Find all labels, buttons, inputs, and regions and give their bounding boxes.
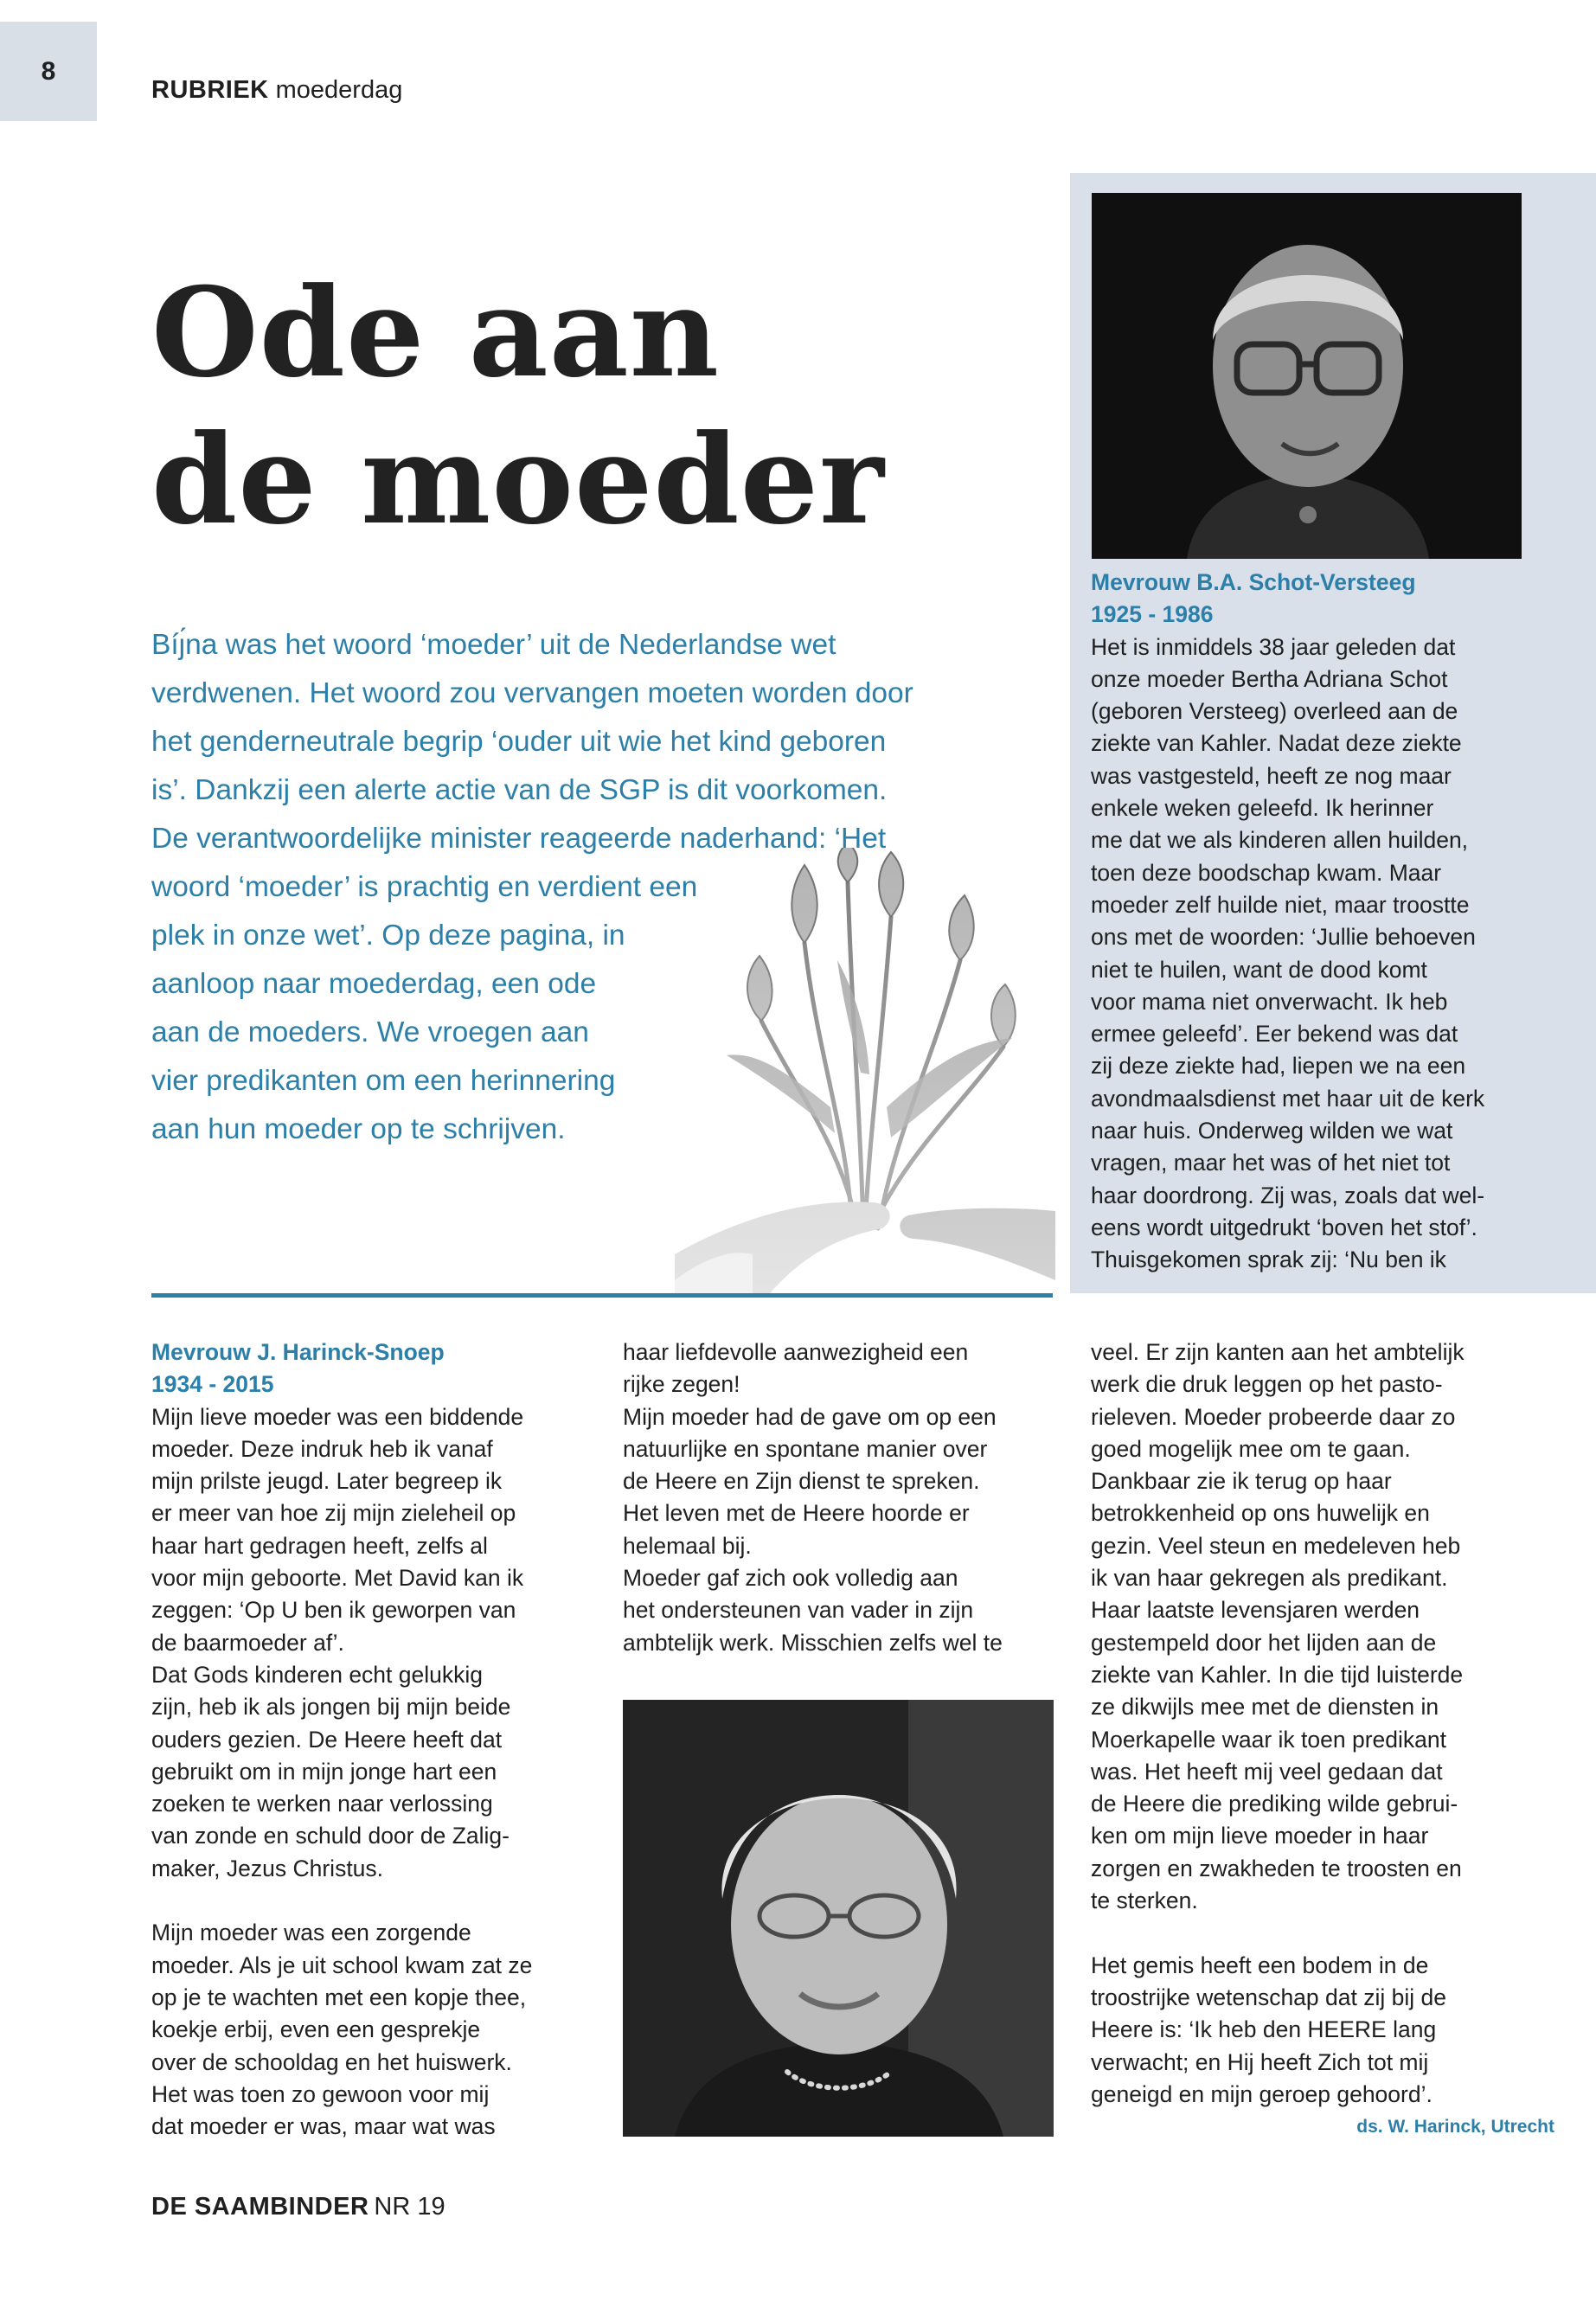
person-years: 1934 - 2015 — [151, 1371, 274, 1398]
text-line: rijke zegen! — [623, 1371, 740, 1398]
text-line: de Heere en Zijn dienst te spreken. — [623, 1468, 980, 1495]
text-line: gebruikt om in mijn jonge hart een — [151, 1758, 497, 1785]
title-line-1: Ode aan — [151, 261, 721, 405]
text-line: toen deze boodschap kwam. Maar — [1091, 859, 1442, 886]
text-line: Mijn moeder was een zorgende — [151, 1920, 471, 1946]
text-line: troostrijke wetenschap dat zij bij de — [1091, 1984, 1446, 2010]
text-line: naar huis. Onderweg wilden we wat — [1091, 1118, 1453, 1144]
text-line: ons met de woorden: ‘Jullie behoeven — [1091, 924, 1476, 951]
text-line: avondmaalsdienst met haar uit de kerk — [1091, 1085, 1485, 1112]
portrait-photo-harinck-snoep — [623, 1700, 1054, 2137]
text-line: moeder. Deze indruk heb ik vanaf — [151, 1435, 493, 1462]
text-line: zij deze ziekte had, liepen we na een — [1091, 1053, 1466, 1080]
text-line: over de schooldag en het huiswerk. — [151, 2048, 512, 2075]
text-line: te sterken. — [1091, 1888, 1198, 1914]
text-line: Moerkapelle waar ik toen predikant — [1091, 1726, 1446, 1753]
rubric-header — [151, 76, 402, 105]
portrait-photo-schot-versteeg — [1092, 193, 1522, 559]
article-column-1 — [151, 1336, 606, 2143]
text-line: Mijn moeder had de gave om op een — [623, 1403, 997, 1430]
text-line: moeder. Als je uit school kwam zat ze — [151, 1952, 533, 1978]
article-column-3 — [1091, 1336, 1558, 2143]
text-line: ziekte van Kahler. Nadat deze ziekte — [1091, 730, 1462, 757]
text-line: op je te wachten met een kopje thee, — [151, 1984, 527, 2010]
text-line: ziekte van Kahler. In die tijd luisterde — [1091, 1661, 1464, 1688]
text-line: ik van haar gekregen als predikant. — [1091, 1565, 1448, 1592]
text-line: maker, Jezus Christus. — [151, 1855, 384, 1881]
issue-number: NR 19 — [374, 2193, 445, 2221]
text-line: zeggen: ‘Op U ben ik geworpen van — [151, 1597, 516, 1624]
text-line: moeder zelf huilde niet, maar troostte — [1091, 891, 1470, 918]
intro-line: Bíȷ́na was het woord ‘moeder’ uit de Nederlandse wet — [151, 629, 836, 661]
intro-line: aan de moeders. We vroegen aan — [151, 1016, 589, 1048]
text-line: haar doordrong. Zij was, zoals dat wel- — [1091, 1182, 1485, 1208]
text-line: zijn, heb ik als jongen bij mijn beide — [151, 1694, 511, 1721]
text-line: Haar laatste levensjaren werden — [1091, 1597, 1420, 1624]
text-line: Mijn lieve moeder was een biddende — [151, 1403, 524, 1430]
text-line: Het was toen zo gewoon voor mij — [151, 2080, 490, 2107]
text-line: Het is inmiddels 38 jaar geleden dat — [1091, 633, 1456, 660]
text-line: me dat we als kinderen allen huilden, — [1091, 827, 1469, 854]
text-line: was vastgesteld, heeft ze nog maar — [1091, 762, 1452, 789]
section-divider — [151, 1293, 1053, 1298]
text-line: ze dikwijls mee met de diensten in — [1091, 1694, 1439, 1721]
text-line: mijn prilste jeugd. Later begreep ik — [151, 1468, 503, 1495]
text-line: was. Het heeft mij veel gedaan dat — [1091, 1758, 1443, 1785]
text-line: zoeken te werken naar verlossing — [151, 1791, 493, 1817]
text-line: werk die druk leggen op het pasto- — [1091, 1371, 1443, 1398]
text-line: gezin. Veel steun en medeleven heb — [1091, 1532, 1461, 1559]
text-line: ouders gezien. De Heere heeft dat — [151, 1726, 503, 1753]
text-line: de baarmoeder af’. — [151, 1629, 344, 1656]
text-line: ambtelijk werk. Misschien zelfs wel te — [623, 1629, 1003, 1656]
magazine-name: DE SAAMBINDER — [151, 2193, 369, 2221]
text-line: Moeder gaf zich ook volledig aan — [623, 1565, 958, 1592]
text-line: de Heere die prediking wilde gebrui- — [1091, 1791, 1458, 1817]
rubric-label: RUBRIEK — [151, 76, 269, 104]
text-line: van zonde en schuld door de Zalig- — [151, 1823, 510, 1849]
intro-line: vier predikanten om een herinnering — [151, 1065, 616, 1097]
text-line: (geboren Versteeg) overleed aan de — [1091, 698, 1458, 725]
text-line: niet te huilen, want de dood komt — [1091, 956, 1427, 983]
title-line-2: de moeder — [151, 408, 885, 553]
text-line: het ondersteunen van vader in zijn — [623, 1597, 974, 1624]
text-line: er meer van hoe zij mijn zieleheil op — [151, 1500, 516, 1527]
text-line: haar liefdevolle aanwezigheid een — [623, 1339, 969, 1365]
article-column-2 — [623, 1336, 1077, 1659]
text-line: voor mama niet onverwacht. Ik heb — [1091, 988, 1448, 1015]
intro-line: verdwenen. Het woord zou vervangen moeten worden door — [151, 677, 913, 709]
rubric-topic: moederdag — [275, 76, 403, 104]
article-title — [151, 260, 930, 554]
text-line: zorgen en zwakheden te troosten en — [1091, 1855, 1462, 1881]
text-line: eens wordt uitgedrukt ‘boven het stof’. — [1091, 1214, 1477, 1240]
text-line: koekje erbij, even een gesprekje — [151, 2016, 481, 2043]
author-signature: ds. W. Harinck, Utrecht — [1356, 2117, 1554, 2138]
page-number: 8 — [0, 22, 97, 121]
intro-line: het genderneutrale begrip ‘ouder uit wie het kind geboren — [151, 726, 887, 758]
text-line: Heere is: ‘Ik heb den HEERE lang — [1091, 2016, 1437, 2043]
text-line: verwacht; en Hij heeft Zich tot mij — [1091, 2048, 1429, 2075]
text-line: enkele weken geleefd. Ik herinner — [1091, 795, 1434, 822]
intro-line: plek in onze wet’. Op deze pagina, in — [151, 920, 625, 952]
text-line: vragen, maar het was of het niet tot — [1091, 1150, 1451, 1176]
text-line: geneigd en mijn geroep gehoord’. — [1091, 2080, 1433, 2107]
paragraph-gap — [151, 1885, 606, 1917]
text-line: Dankbaar zie ik terug op haar — [1091, 1468, 1392, 1495]
sidebar-text — [1091, 567, 1545, 1277]
text-line: gestempeld door het lijden aan de — [1091, 1629, 1437, 1656]
text-line: haar hart gedragen heeft, zelfs al — [151, 1532, 488, 1559]
person-years: 1925 - 1986 — [1091, 601, 1214, 628]
text-line: Dat Gods kinderen echt gelukkig — [151, 1661, 483, 1688]
paragraph-gap — [1091, 1917, 1558, 1949]
text-line: goed mogelijk mee om te gaan. — [1091, 1435, 1411, 1462]
text-line: Thuisgekomen sprak zij: ‘Nu ben ik — [1091, 1247, 1446, 1273]
text-line: Het gemis heeft een bodem in de — [1091, 1952, 1429, 1978]
text-line: ermee geleefd’. Eer bekend was dat — [1091, 1021, 1458, 1048]
text-line: betrokkenheid op ons huwelijk en — [1091, 1500, 1430, 1527]
person-name: Mevrouw J. Harinck-Snoep — [151, 1339, 445, 1365]
intro-line: is’. Dankzij een alerte actie van de SGP is dit voorkomen. — [151, 774, 888, 806]
text-line: ken om mijn lieve moeder in haar — [1091, 1823, 1429, 1849]
intro-line: aanloop naar moederdag, een ode — [151, 968, 597, 1000]
text-line: natuurlijke en spontane manier over — [623, 1435, 988, 1462]
text-line: veel. Er zijn kanten aan het ambtelijk — [1091, 1339, 1465, 1365]
intro-line: De verantwoordelijke minister reageerde naderhand: ‘Het — [151, 823, 887, 855]
person-name: Mevrouw B.A. Schot-Versteeg — [1091, 569, 1416, 595]
text-line: helemaal bij. — [623, 1532, 752, 1559]
text-line: voor mijn geboorte. Met David kan ik — [151, 1565, 524, 1592]
text-line: Het leven met de Heere hoorde er — [623, 1500, 970, 1527]
intro-line: aan hun moeder op te schrijven. — [151, 1113, 566, 1145]
text-line: dat moeder er was, maar wat was — [151, 2113, 496, 2140]
page-footer — [151, 2193, 445, 2221]
intro-line: woord ‘moeder’ is prachtig en verdient een — [151, 871, 698, 903]
text-line: onze moeder Bertha Adriana Schot — [1091, 665, 1448, 692]
text-line: rieleven. Moeder probeerde daar zo — [1091, 1403, 1456, 1430]
intro-lead — [151, 621, 1060, 1154]
